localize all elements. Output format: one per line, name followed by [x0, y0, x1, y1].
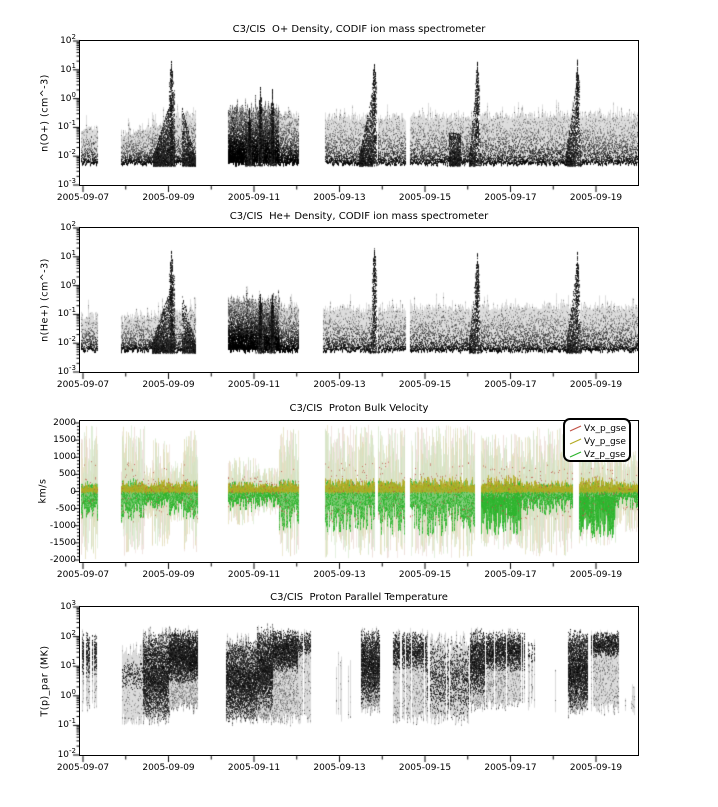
y-tick-label: $10^0$ [60, 277, 76, 291]
y-tick-label: $10^3$ [60, 599, 76, 612]
legend-label: Vz_p_gse [584, 449, 626, 460]
y-axis-label: T(p)_par (MK) [39, 645, 51, 717]
y-tick-label: $10^{-3}$ [57, 177, 76, 190]
y-tick-label: 1000 [53, 452, 76, 463]
x-tick-label: 2005-09-19 [569, 380, 623, 390]
y-tick-label: $10^1$ [60, 248, 76, 262]
plot-area [79, 420, 639, 563]
x-tick-label: 2005-09-15 [398, 380, 452, 390]
x-tick-label: 2005-09-19 [569, 193, 623, 203]
y-tick-label: $10^{-1}$ [57, 119, 76, 133]
x-tick-label: 2005-09-07 [56, 380, 110, 390]
x-tick-label: 2005-09-09 [142, 193, 195, 203]
plot-area [79, 606, 639, 756]
y-tick-label: $10^1$ [60, 61, 76, 75]
y-tick-label: -1000 [49, 520, 76, 531]
x-tick-label: 2005-09-13 [313, 570, 366, 580]
scatter-canvas [80, 41, 638, 185]
y-tick-label: $10^{-1}$ [57, 717, 76, 731]
y-tick-label: $10^{-1}$ [57, 306, 76, 320]
y-tick-label: $10^0$ [60, 90, 76, 104]
y-tick-label: $10^2$ [60, 33, 76, 46]
panel-title: C3/CIS Proton Bulk Velocity [289, 403, 429, 414]
y-tick-label: $10^2$ [60, 220, 76, 233]
panel-title: C3/CIS O+ Density, CODIF ion mass spectrometer [232, 24, 486, 35]
y-tick-label: $10^1$ [60, 658, 76, 672]
vx-line-sample [569, 424, 582, 433]
y-tick-label: 0 [70, 486, 76, 497]
x-tick-label: 2005-09-17 [484, 193, 537, 203]
y-tick-label: 2000 [53, 418, 76, 428]
scatter-canvas [80, 228, 638, 372]
x-tick-label: 2005-09-19 [569, 763, 623, 773]
x-tick-label: 2005-09-11 [227, 380, 281, 390]
legend-box [563, 418, 631, 462]
x-tick-label: 2005-09-13 [313, 763, 366, 773]
y-tick-label: $10^{-2}$ [57, 747, 76, 760]
vz-line-sample [569, 450, 582, 459]
x-tick-label: 2005-09-17 [484, 763, 537, 773]
legend-entry-vy [569, 435, 629, 448]
x-tick-label: 2005-09-19 [569, 570, 623, 580]
x-tick-label: 2005-09-13 [313, 380, 366, 390]
panel-title: C3/CIS He+ Density, CODIF ion mass spectrometer [229, 211, 489, 222]
x-tick-label: 2005-09-15 [398, 570, 452, 580]
scatter-canvas [80, 607, 638, 755]
x-tick-label: 2005-09-09 [142, 380, 195, 390]
y-axis-label: n(He+) (cm^-3) [39, 258, 51, 342]
x-tick-label: 2005-09-07 [56, 763, 110, 773]
legend-label: Vx_p_gse [584, 423, 627, 434]
y-tick-label: $10^2$ [60, 628, 76, 642]
x-tick-label: 2005-09-07 [56, 193, 110, 203]
x-tick-label: 2005-09-17 [484, 570, 537, 580]
y-tick-label: 1500 [53, 435, 76, 446]
y-axis-label: n(O+) (cm^-3) [39, 74, 51, 152]
y-tick-label: -2000 [49, 555, 76, 565]
y-tick-label: $10^{-2}$ [57, 148, 76, 162]
y-tick-label: -1500 [49, 537, 76, 548]
x-tick-label: 2005-09-15 [398, 193, 452, 203]
y-tick-label: -500 [55, 503, 76, 514]
legend-entry-vx [569, 422, 629, 435]
y-tick-label: 500 [58, 469, 76, 480]
x-tick-label: 2005-09-17 [484, 380, 537, 390]
plot-area [79, 227, 639, 373]
y-tick-label: $10^{-2}$ [57, 335, 76, 349]
x-tick-label: 2005-09-11 [227, 193, 281, 203]
x-tick-label: 2005-09-13 [313, 193, 366, 203]
x-tick-label: 2005-09-09 [142, 763, 195, 773]
x-tick-label: 2005-09-09 [142, 570, 195, 580]
legend-label: Vy_p_gse [584, 436, 626, 447]
y-tick-label: $10^0$ [60, 687, 76, 701]
y-axis-label: km/s [37, 478, 49, 504]
legend-entry-vz [569, 448, 629, 461]
x-tick-label: 2005-09-15 [398, 763, 452, 773]
panel-title: C3/CIS Proton Parallel Temperature [270, 592, 448, 603]
x-tick-label: 2005-09-11 [227, 763, 281, 773]
plot-area [79, 40, 639, 186]
x-tick-label: 2005-09-07 [56, 570, 110, 580]
y-tick-label: $10^{-3}$ [57, 364, 76, 377]
scatter-canvas [80, 421, 638, 562]
x-tick-label: 2005-09-11 [227, 570, 281, 580]
vy-line-sample [569, 437, 582, 446]
